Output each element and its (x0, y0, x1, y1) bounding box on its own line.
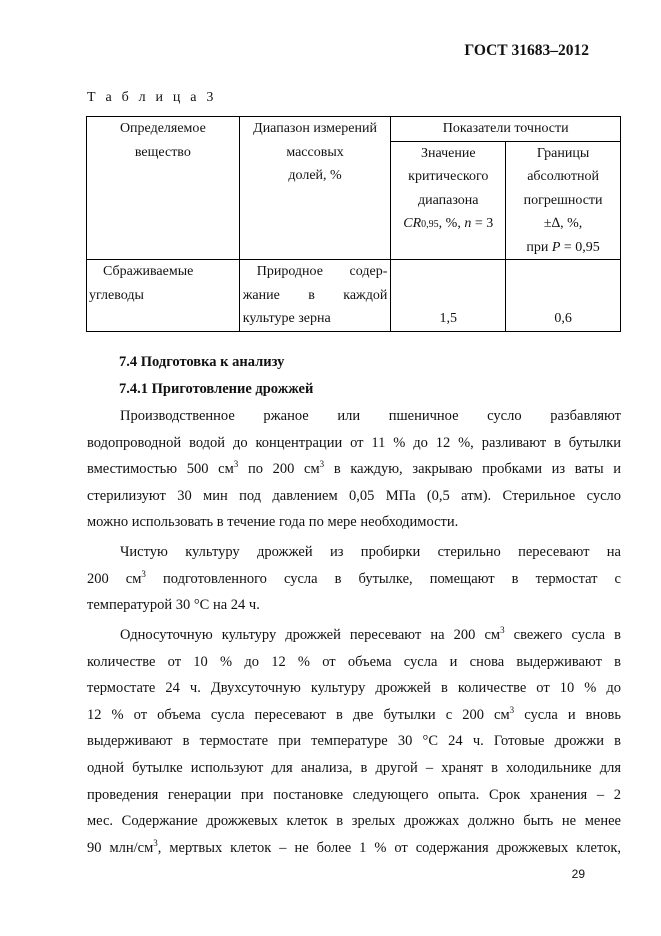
section-heading-7-4-1: 7.4.1 Приготовление дрожжей (119, 381, 314, 397)
table-caption: Т а б л и ц а 3 (87, 90, 217, 105)
document-standard-header: ГОСТ 31683–2012 (464, 42, 589, 59)
cell-range: Природное содер- жание в каждой культуре зерна (239, 260, 391, 332)
table-data-row (87, 260, 621, 332)
header-range: Диапазон измерений массовых долей, % (239, 117, 391, 260)
table-header-row-1 (87, 117, 621, 142)
header-error-bounds: Границы абсолютной погрешности ±∆, %, при P = 0,95 (506, 141, 621, 260)
section-heading-7-4: 7.4 Подготовка к анализу (119, 354, 285, 370)
page-number: 29 (571, 867, 585, 881)
paragraph-pure-culture: Чистую культуру дрожжей из пробирки стерильно пересевают на 200 $см^3$ подготовленного сусла в бутылке, помещают в термостат с температурой 30 °С на 24 ч. (87, 544, 621, 614)
header-accuracy-group: Показатели точности (391, 117, 621, 142)
cell-error-bound-value: 0,6 (506, 260, 621, 332)
cell-substance: Сбраживаемые углеводы (87, 260, 240, 332)
paragraph-wort-preparation: Производственное ржаное или пшеничное сусло разбавляют водопроводной водой до концентрации от 11 % до 12 %, разливают в бутылки вместимостью 500 $см^3$ по 200 $см^3$ в каждую, закрываю пробками из ваты и стерилизуют 30 мин под давлением 0,05 МПа (0,5 атм). Стерильное сусло можно использовать в течение года по мере необходимости. (87, 408, 621, 531)
header-critical-range: Значение критического диапазона CR0,95, %, n = 3 (391, 141, 506, 260)
accuracy-table (86, 116, 621, 332)
header-substance: Определяемое вещество (87, 117, 240, 260)
cell-critical-range-value: 1,5 (391, 260, 506, 332)
paragraph-yeast-propagation: Односуточную культуру дрожжей пересевают на 200 $см^3$ свежего сусла в количестве от 10 % до 12 % от объема сусла и снова выдерживают в термостате 24 ч. Двухсуточную культуру дрожжей в количестве от 10 % до 12 % от объема сусла пересевают в две бутылки с 200 $см^3$ сусла и вновь выдерживают в термостате при температуре 30 °С 24 ч. Готовые дрожжи в одной бутылке используют для анализа, в другой – хранят в холодильнике для проведения генерации при постановке следующего опыта. Срок хранения – 2 мес. Содержание дрожжевых клеток в зрелых дрожжах должно быть не менее 90 млн/$см^3$, мертвых клеток – не более 1 % от содержания дрожжевых клеток, (87, 625, 622, 856)
